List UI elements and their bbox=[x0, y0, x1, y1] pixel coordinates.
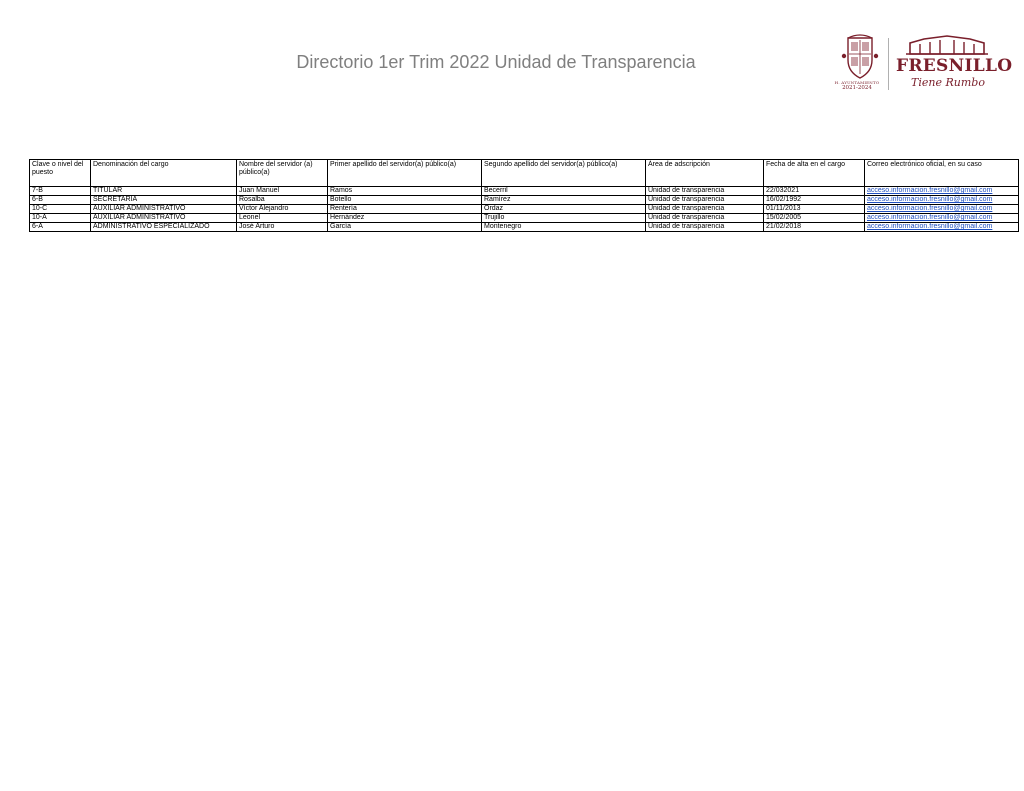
coat-of-arms-icon bbox=[840, 32, 880, 80]
cell-denominacion: SECRETARIA bbox=[91, 196, 237, 205]
header-clave: Clave o nivel del puesto bbox=[30, 160, 91, 187]
cell-nombre: Leonel bbox=[237, 214, 328, 223]
cell-clave: 10-C bbox=[30, 205, 91, 214]
email-link[interactable]: acceso.informacion.fresnillo@gmail.com bbox=[865, 223, 1019, 232]
building-icon bbox=[904, 34, 990, 56]
email-link[interactable]: acceso.informacion.fresnillo@gmail.com bbox=[865, 214, 1019, 223]
cell-primer-apellido: Hernández bbox=[328, 214, 482, 223]
table-row bbox=[30, 205, 1019, 214]
cell-area: Unidad de transparencia bbox=[646, 196, 764, 205]
table-row bbox=[30, 214, 1019, 223]
logo-divider bbox=[888, 38, 889, 90]
brand-slogan: Tiene Rumbo bbox=[911, 76, 985, 89]
cell-segundo-apellido: Trujillo bbox=[482, 214, 646, 223]
cell-primer-apellido: Rentería bbox=[328, 205, 482, 214]
directory-table bbox=[29, 159, 1019, 232]
cell-fecha: 22/032021 bbox=[764, 187, 865, 196]
cell-denominacion: AUXILIAR ADMINISTRATIVO bbox=[91, 214, 237, 223]
email-link[interactable]: acceso.informacion.fresnillo@gmail.com bbox=[865, 196, 1019, 205]
cell-primer-apellido: Botello bbox=[328, 196, 482, 205]
cell-clave: 7-B bbox=[30, 187, 91, 196]
header-correo: Correo electrónico oficial, en su caso bbox=[865, 160, 1019, 187]
cell-segundo-apellido: Montenegro bbox=[482, 223, 646, 232]
cell-nombre: José Arturo bbox=[237, 223, 328, 232]
seal-caption: H. AYUNTAMIENTO bbox=[834, 80, 880, 85]
municipal-logo bbox=[834, 30, 1013, 96]
cell-clave: 6-A bbox=[30, 223, 91, 232]
cell-primer-apellido: Ramos bbox=[328, 187, 482, 196]
cell-denominacion: ADMINISTRATIVO ESPECIALIZADO bbox=[91, 223, 237, 232]
table-row bbox=[30, 196, 1019, 205]
cell-primer-apellido: García bbox=[328, 223, 482, 232]
cell-nombre: Rosalba bbox=[237, 196, 328, 205]
cell-area: Unidad de transparencia bbox=[646, 223, 764, 232]
cell-fecha: 16/02/1992 bbox=[764, 196, 865, 205]
cell-denominacion: AUXILIAR ADMINISTRATIVO bbox=[91, 205, 237, 214]
table-row bbox=[30, 223, 1019, 232]
table-row bbox=[30, 187, 1019, 196]
cell-segundo-apellido: Becerril bbox=[482, 187, 646, 196]
cell-nombre: Víctor Alejandro bbox=[237, 205, 328, 214]
brand-name: FRESNILLO bbox=[896, 56, 1013, 76]
cell-area: Unidad de transparencia bbox=[646, 214, 764, 223]
cell-denominacion: TITULAR bbox=[91, 187, 237, 196]
cell-fecha: 01/11/2013 bbox=[764, 205, 865, 214]
cell-segundo-apellido: Ramírez bbox=[482, 196, 646, 205]
cell-area: Unidad de transparencia bbox=[646, 187, 764, 196]
email-link[interactable]: acceso.informacion.fresnillo@gmail.com bbox=[865, 205, 1019, 214]
cell-fecha: 15/02/2005 bbox=[764, 214, 865, 223]
header-fecha: Fecha de alta en el cargo bbox=[764, 160, 865, 187]
table-header-row bbox=[30, 160, 1019, 187]
header-segundo-apellido: Segundo apellido del servidor(a) público(a) bbox=[482, 160, 646, 187]
cell-nombre: Juan Manuel bbox=[237, 187, 328, 196]
seal-years: 2021-2024 bbox=[842, 85, 872, 91]
email-link[interactable]: acceso.informacion.fresnillo@gmail.com bbox=[865, 187, 1019, 196]
cell-area: Unidad de transparencia bbox=[646, 205, 764, 214]
header-primer-apellido: Primer apellido del servidor(a) público(a) bbox=[328, 160, 482, 187]
document-title: Directorio 1er Trim 2022 Unidad de Transparencia bbox=[296, 52, 696, 72]
header-denominacion: Denominación del cargo bbox=[91, 160, 237, 187]
cell-clave: 10-A bbox=[30, 214, 91, 223]
header-area: Área de adscripción bbox=[646, 160, 764, 187]
cell-fecha: 21/02/2018 bbox=[764, 223, 865, 232]
cell-segundo-apellido: Ordaz bbox=[482, 205, 646, 214]
header-nombre: Nombre del servidor (a) público(a) bbox=[237, 160, 328, 187]
cell-clave: 6-B bbox=[30, 196, 91, 205]
